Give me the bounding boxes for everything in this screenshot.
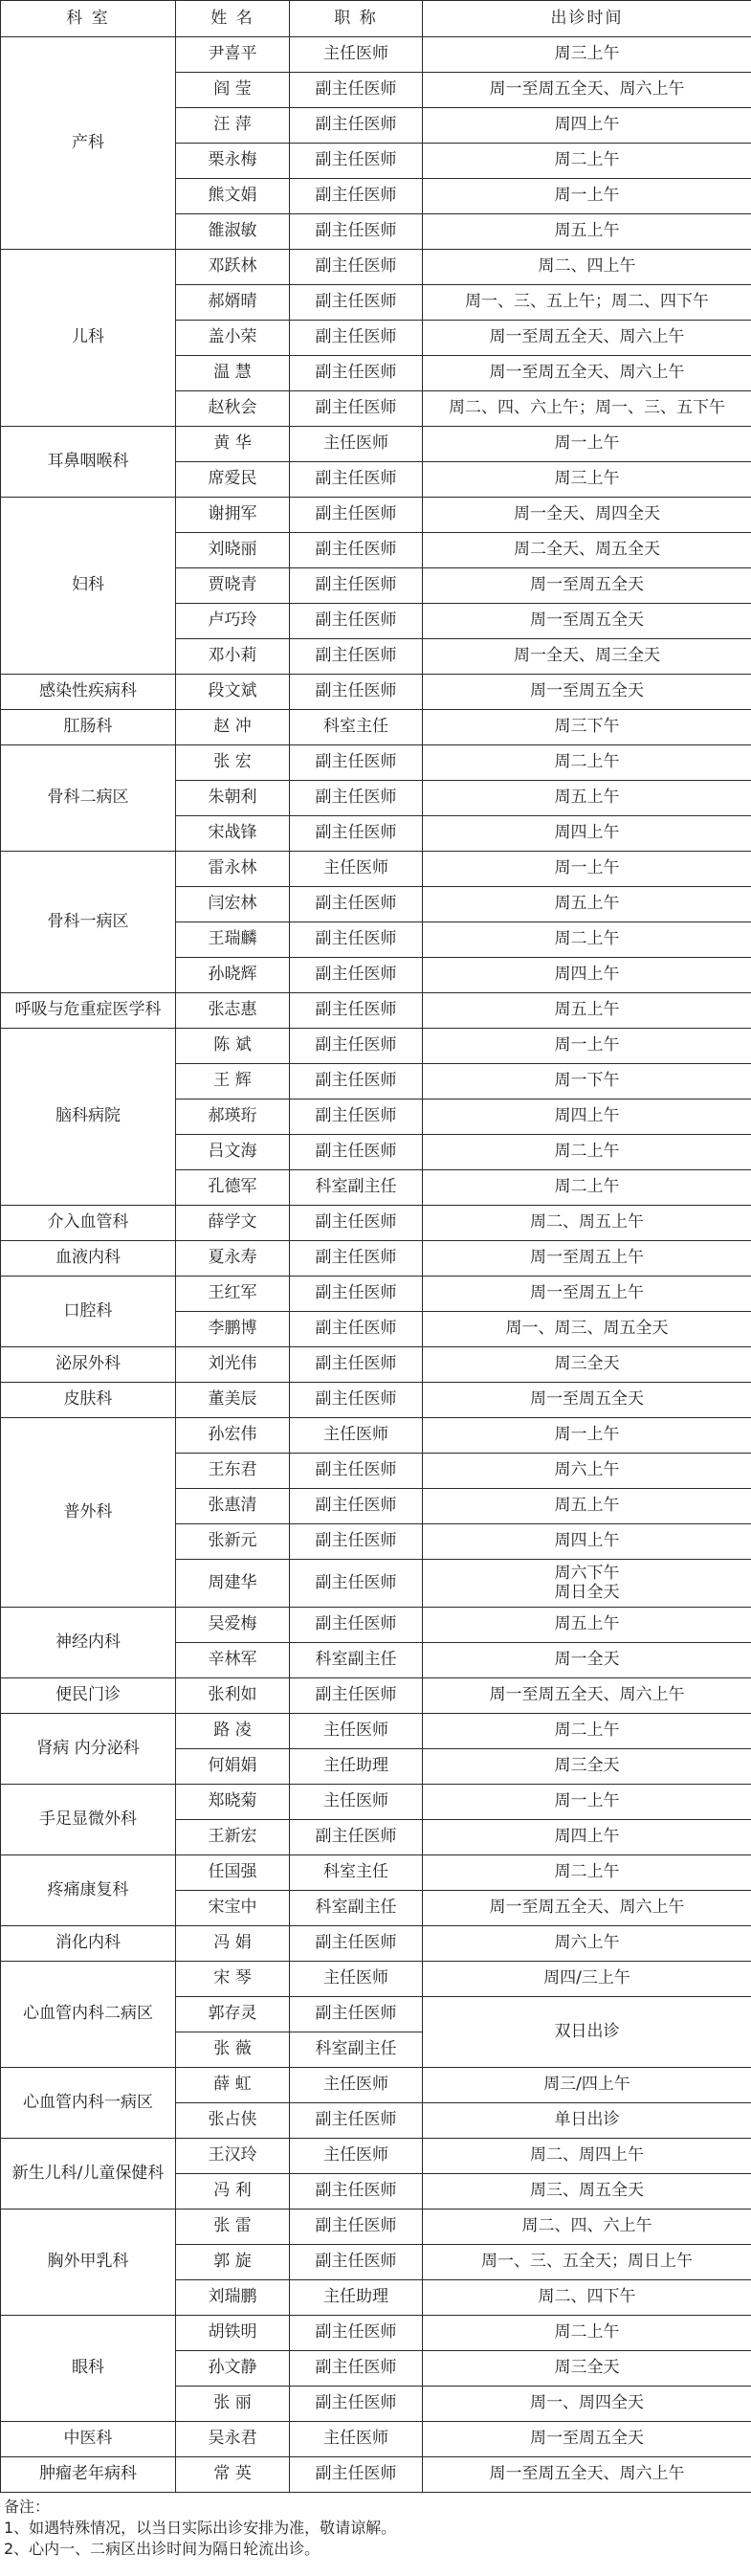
dept-cell: 骨科二病区 bbox=[1, 745, 176, 852]
doctor-title-cell: 副主任医师 bbox=[290, 1241, 423, 1277]
clinic-time-cell: 周二上午 bbox=[423, 144, 751, 179]
table-row bbox=[1, 2139, 751, 2174]
dept-cell: 口腔科 bbox=[1, 1277, 176, 1347]
clinic-time-cell: 周一至周五全天 bbox=[423, 604, 751, 639]
clinic-time-cell: 周二上午 bbox=[423, 745, 751, 781]
table-row bbox=[1, 745, 751, 781]
doctor-title-cell: 主任助理 bbox=[290, 1749, 423, 1785]
dept-cell: 手足显微外科 bbox=[1, 1785, 176, 1855]
doctor-title-cell: 副主任医师 bbox=[290, 214, 423, 250]
table-row bbox=[1, 1678, 751, 1714]
doctor-name-cell: 张利如 bbox=[176, 1678, 290, 1714]
table-row bbox=[1, 2422, 751, 2457]
doctor-title-cell: 副主任医师 bbox=[290, 1029, 423, 1064]
doctor-name-cell: 吴爱梅 bbox=[176, 1608, 290, 1643]
clinic-time-cell: 周一上午 bbox=[423, 1785, 751, 1820]
doctor-name-cell: 朱朝利 bbox=[176, 781, 290, 816]
doctor-name-cell: 尹喜平 bbox=[176, 37, 290, 73]
table-row bbox=[1, 427, 751, 462]
dept-cell: 胸外甲乳科 bbox=[1, 2210, 176, 2316]
table-row bbox=[1, 710, 751, 745]
dept-cell: 中医科 bbox=[1, 2422, 176, 2457]
clinic-time-cell: 周二、四上午 bbox=[423, 250, 751, 285]
doctor-name-cell: 孙宏伟 bbox=[176, 1418, 290, 1454]
doctor-name-cell: 邓跃林 bbox=[176, 250, 290, 285]
clinic-time-cell: 周三全天 bbox=[423, 1749, 751, 1785]
doctor-name-cell: 路 凌 bbox=[176, 1714, 290, 1749]
doctor-title-cell: 科室主任 bbox=[290, 710, 423, 745]
clinic-time-cell: 周六下午 周日全天 bbox=[423, 1560, 751, 1608]
doctor-name-cell: 刘瑞鹏 bbox=[176, 2280, 290, 2316]
clinic-time-cell: 周一至周五全天、周六上午 bbox=[423, 2457, 751, 2493]
doctor-title-cell: 副主任医师 bbox=[290, 2174, 423, 2210]
clinic-time-cell: 周三上午 bbox=[423, 462, 751, 498]
table-row bbox=[1, 250, 751, 285]
table-row bbox=[1, 498, 751, 533]
doctor-name-cell: 张新元 bbox=[176, 1524, 290, 1560]
doctor-name-cell: 吕文海 bbox=[176, 1135, 290, 1170]
doctor-name-cell: 王瑞麟 bbox=[176, 922, 290, 958]
doctor-title-cell: 副主任医师 bbox=[290, 1524, 423, 1560]
clinic-time-cell: 周三下午 bbox=[423, 710, 751, 745]
clinic-time-cell: 周一上午 bbox=[423, 852, 751, 887]
doctor-name-cell: 雷永林 bbox=[176, 852, 290, 887]
table-body bbox=[1, 37, 751, 2493]
doctor-name-cell: 孙晓辉 bbox=[176, 958, 290, 993]
doctor-name-cell: 段文斌 bbox=[176, 675, 290, 710]
clinic-time-cell: 周三/四上午 bbox=[423, 2068, 751, 2103]
clinic-time-cell: 周二上午 bbox=[423, 2316, 751, 2351]
doctor-name-cell: 席爱民 bbox=[176, 462, 290, 498]
doctor-title-cell: 副主任医师 bbox=[290, 1926, 423, 1962]
doctor-name-cell: 刘光伟 bbox=[176, 1347, 290, 1383]
clinic-time-cell: 周一全天 bbox=[423, 1643, 751, 1678]
dept-cell: 消化内科 bbox=[1, 1926, 176, 1962]
doctor-title-cell: 科室主任 bbox=[290, 1855, 423, 1891]
doctor-title-cell: 副主任医师 bbox=[290, 1206, 423, 1241]
doctor-name-cell: 栗永梅 bbox=[176, 144, 290, 179]
clinic-time-cell: 周三全天 bbox=[423, 1347, 751, 1383]
clinic-time-cell: 周六上午 bbox=[423, 1454, 751, 1489]
doctor-title-cell: 副主任医师 bbox=[290, 639, 423, 675]
clinic-time-cell: 周四/三上午 bbox=[423, 1962, 751, 1997]
doctor-title-cell: 副主任医师 bbox=[290, 781, 423, 816]
doctor-name-cell: 宋宝中 bbox=[176, 1891, 290, 1926]
clinic-time-cell: 周六上午 bbox=[423, 1926, 751, 1962]
doctor-title-cell: 副主任医师 bbox=[290, 2210, 423, 2245]
header-dept: 科 室 bbox=[1, 1, 176, 37]
table-row bbox=[1, 2457, 751, 2493]
note-line: 1、如遇特殊情况，以当日实际出诊安排为准，敬请谅解。 bbox=[4, 2519, 397, 2537]
doctor-title-cell: 主任助理 bbox=[290, 2280, 423, 2316]
doctor-name-cell: 张占侠 bbox=[176, 2103, 290, 2139]
doctor-title-cell: 主任医师 bbox=[290, 1962, 423, 1997]
doctor-name-cell: 吴永君 bbox=[176, 2422, 290, 2457]
dept-cell: 血液内科 bbox=[1, 1241, 176, 1277]
header-title: 职 称 bbox=[290, 1, 423, 37]
doctor-title-cell: 副主任医师 bbox=[290, 250, 423, 285]
doctor-title-cell: 副主任医师 bbox=[290, 2316, 423, 2351]
clinic-time-cell: 周一至周五全天、周六上午 bbox=[423, 73, 751, 108]
clinic-time-cell: 周三全天 bbox=[423, 2351, 751, 2387]
clinic-time-cell: 周二、周四上午 bbox=[423, 2139, 751, 2174]
clinic-time-cell: 周一全天、周三全天 bbox=[423, 639, 751, 675]
dept-cell: 肾病 内分泌科 bbox=[1, 1714, 176, 1785]
doctor-name-cell: 赵 冲 bbox=[176, 710, 290, 745]
doctor-name-cell: 宋战锋 bbox=[176, 816, 290, 852]
clinic-time-cell: 周五上午 bbox=[423, 1608, 751, 1643]
table-row bbox=[1, 1785, 751, 1820]
doctor-title-cell: 主任医师 bbox=[290, 2422, 423, 2457]
doctor-name-cell: 闫宏林 bbox=[176, 887, 290, 922]
clinic-time-cell: 周一下午 bbox=[423, 1064, 751, 1099]
note-line: 2、心内一、二病区出诊时间为隔日轮流出诊。 bbox=[4, 2540, 320, 2558]
clinic-time-cell: 双日出诊 bbox=[423, 1997, 751, 2068]
doctor-title-cell: 副主任医师 bbox=[290, 1997, 423, 2032]
doctor-title-cell: 副主任医师 bbox=[290, 1064, 423, 1099]
clinic-time-cell: 周一至周五全天 bbox=[423, 2422, 751, 2457]
clinic-time-cell: 周一全天、周四全天 bbox=[423, 498, 751, 533]
table-row bbox=[1, 1241, 751, 1277]
doctor-name-cell: 王东君 bbox=[176, 1454, 290, 1489]
clinic-time-cell: 周四上午 bbox=[423, 816, 751, 852]
doctor-title-cell: 主任医师 bbox=[290, 1714, 423, 1749]
clinic-time-cell: 周一至周五全天、周六上午 bbox=[423, 321, 751, 356]
doctor-name-cell: 郝瑛珩 bbox=[176, 1099, 290, 1135]
clinic-time-cell: 周二上午 bbox=[423, 1135, 751, 1170]
clinic-time-cell: 周四上午 bbox=[423, 108, 751, 144]
doctor-name-cell: 郭存灵 bbox=[176, 1997, 290, 2032]
doctor-title-cell: 副主任医师 bbox=[290, 922, 423, 958]
doctor-name-cell: 盖小荣 bbox=[176, 321, 290, 356]
doctor-name-cell: 王汉玲 bbox=[176, 2139, 290, 2174]
doctor-name-cell: 张 宏 bbox=[176, 745, 290, 781]
doctor-title-cell: 主任医师 bbox=[290, 427, 423, 462]
doctor-name-cell: 郝婿晴 bbox=[176, 285, 290, 321]
clinic-time-cell: 周五上午 bbox=[423, 214, 751, 250]
doctor-name-cell: 张志惠 bbox=[176, 993, 290, 1029]
dept-cell: 神经内科 bbox=[1, 1608, 176, 1678]
dept-cell: 儿科 bbox=[1, 250, 176, 427]
table-row bbox=[1, 2210, 751, 2245]
doctor-title-cell: 副主任医师 bbox=[290, 958, 423, 993]
doctor-title-cell: 主任医师 bbox=[290, 1418, 423, 1454]
doctor-name-cell: 冯 娟 bbox=[176, 1926, 290, 1962]
doctor-title-cell: 副主任医师 bbox=[290, 179, 423, 214]
doctor-title-cell: 科室副主任 bbox=[290, 2032, 423, 2068]
doctor-title-cell: 副主任医师 bbox=[290, 391, 423, 427]
clinic-time-cell: 周四上午 bbox=[423, 1524, 751, 1560]
dept-cell: 疼痛康复科 bbox=[1, 1855, 176, 1926]
clinic-time-cell: 周一、三、五全天；周日上午 bbox=[423, 2245, 751, 2280]
clinic-time-cell: 周五上午 bbox=[423, 781, 751, 816]
doctor-name-cell: 常 英 bbox=[176, 2457, 290, 2493]
doctor-title-cell: 副主任医师 bbox=[290, 1678, 423, 1714]
clinic-time-cell: 周五上午 bbox=[423, 887, 751, 922]
doctor-name-cell: 张 丽 bbox=[176, 2387, 290, 2422]
doctor-title-cell: 副主任医师 bbox=[290, 816, 423, 852]
clinic-time-cell: 周二、四下午 bbox=[423, 2280, 751, 2316]
doctor-title-cell: 副主任医师 bbox=[290, 498, 423, 533]
clinic-time-cell: 周二、四、六上午；周一、三、五下午 bbox=[423, 391, 751, 427]
table-row bbox=[1, 1714, 751, 1749]
doctor-title-cell: 副主任医师 bbox=[290, 1489, 423, 1524]
doctor-name-cell: 任国强 bbox=[176, 1855, 290, 1891]
doctor-name-cell: 薛学文 bbox=[176, 1206, 290, 1241]
clinic-time-cell: 周一上午 bbox=[423, 1418, 751, 1454]
doctor-title-cell: 主任医师 bbox=[290, 2139, 423, 2174]
doctor-name-cell: 黄 华 bbox=[176, 427, 290, 462]
doctor-name-cell: 董美辰 bbox=[176, 1383, 290, 1418]
doctor-title-cell: 副主任医师 bbox=[290, 675, 423, 710]
doctor-title-cell: 副主任医师 bbox=[290, 2103, 423, 2139]
doctor-name-cell: 郭 旋 bbox=[176, 2245, 290, 2280]
dept-cell: 新生儿科/儿童保健科 bbox=[1, 2139, 176, 2210]
doctor-title-cell: 副主任医师 bbox=[290, 2351, 423, 2387]
notes-heading: 备注： bbox=[4, 2498, 51, 2516]
table-row bbox=[1, 1029, 751, 1064]
doctor-title-cell: 副主任医师 bbox=[290, 108, 423, 144]
doctor-name-cell: 何娟娟 bbox=[176, 1749, 290, 1785]
doctor-title-cell: 副主任医师 bbox=[290, 462, 423, 498]
doctor-name-cell: 宋 琴 bbox=[176, 1962, 290, 1997]
table-row bbox=[1, 1855, 751, 1891]
doctor-name-cell: 张 雷 bbox=[176, 2210, 290, 2245]
doctor-title-cell: 科室副主任 bbox=[290, 1170, 423, 1206]
table-row bbox=[1, 993, 751, 1029]
clinic-time-cell: 周二上午 bbox=[423, 1714, 751, 1749]
doctor-name-cell: 李鹏博 bbox=[176, 1312, 290, 1347]
dept-cell: 心血管内科二病区 bbox=[1, 1962, 176, 2068]
doctor-title-cell: 副主任医师 bbox=[290, 1383, 423, 1418]
doctor-name-cell: 辛林军 bbox=[176, 1643, 290, 1678]
doctor-name-cell: 陈 斌 bbox=[176, 1029, 290, 1064]
clinic-time-cell: 单日出诊 bbox=[423, 2103, 751, 2139]
doctor-title-cell: 副主任医师 bbox=[290, 2387, 423, 2422]
clinic-time-cell: 周三上午 bbox=[423, 37, 751, 73]
clinic-time-cell: 周五上午 bbox=[423, 1489, 751, 1524]
doctor-name-cell: 张惠清 bbox=[176, 1489, 290, 1524]
clinic-time-cell: 周五上午 bbox=[423, 993, 751, 1029]
clinic-time-cell: 周四上午 bbox=[423, 1820, 751, 1855]
clinic-time-cell: 周三、周五全天 bbox=[423, 2174, 751, 2210]
clinic-time-cell: 周一上午 bbox=[423, 427, 751, 462]
dept-cell: 心血管内科一病区 bbox=[1, 2068, 176, 2139]
table-row bbox=[1, 1418, 751, 1454]
doctor-title-cell: 副主任医师 bbox=[290, 1454, 423, 1489]
clinic-time-cell: 周一至周五全天 bbox=[423, 568, 751, 604]
clinic-time-cell: 周一、周三、周五全天 bbox=[423, 1312, 751, 1347]
clinic-time-cell: 周一至周五全天 bbox=[423, 1383, 751, 1418]
clinic-time-cell: 周二、周五上午 bbox=[423, 1206, 751, 1241]
clinic-time-cell: 周一、三、五上午；周二、四下午 bbox=[423, 285, 751, 321]
doctor-title-cell: 副主任医师 bbox=[290, 887, 423, 922]
dept-cell: 感染性疾病科 bbox=[1, 675, 176, 710]
clinic-time-cell: 周一至周五上午 bbox=[423, 1241, 751, 1277]
doctor-title-cell: 副主任医师 bbox=[290, 1312, 423, 1347]
dept-cell: 皮肤科 bbox=[1, 1383, 176, 1418]
doctor-title-cell: 主任医师 bbox=[290, 37, 423, 73]
table-row bbox=[1, 1277, 751, 1312]
clinic-time-cell: 周二全天、周五全天 bbox=[423, 533, 751, 568]
header-name: 姓 名 bbox=[176, 1, 290, 37]
doctor-name-cell: 赵秋会 bbox=[176, 391, 290, 427]
dept-cell: 眼科 bbox=[1, 2316, 176, 2422]
clinic-time-cell: 周二上午 bbox=[423, 1855, 751, 1891]
table-row bbox=[1, 1347, 751, 1383]
table-row bbox=[1, 2068, 751, 2103]
dept-cell: 普外科 bbox=[1, 1418, 176, 1608]
dept-cell: 便民门诊 bbox=[1, 1678, 176, 1714]
doctor-name-cell: 王红军 bbox=[176, 1277, 290, 1312]
dept-cell: 肿瘤老年病科 bbox=[1, 2457, 176, 2493]
doctor-title-cell: 副主任医师 bbox=[290, 285, 423, 321]
doctor-title-cell: 科室副主任 bbox=[290, 1643, 423, 1678]
doctor-title-cell: 副主任医师 bbox=[290, 144, 423, 179]
doctor-name-cell: 阎 莹 bbox=[176, 73, 290, 108]
doctor-name-cell: 卢巧玲 bbox=[176, 604, 290, 639]
doctor-title-cell: 副主任医师 bbox=[290, 1820, 423, 1855]
dept-cell: 脑科病院 bbox=[1, 1029, 176, 1206]
doctor-title-cell: 副主任医师 bbox=[290, 568, 423, 604]
doctor-name-cell: 雒淑敏 bbox=[176, 214, 290, 250]
table-row bbox=[1, 2316, 751, 2351]
table-row bbox=[1, 852, 751, 887]
doctor-name-cell: 贾晓青 bbox=[176, 568, 290, 604]
dept-cell: 骨科一病区 bbox=[1, 852, 176, 993]
dept-cell: 肛肠科 bbox=[1, 710, 176, 745]
clinic-time-cell: 周一至周五全天、周六上午 bbox=[423, 356, 751, 391]
doctor-name-cell: 张 薇 bbox=[176, 2032, 290, 2068]
doctor-title-cell: 副主任医师 bbox=[290, 321, 423, 356]
doctor-title-cell: 副主任医师 bbox=[290, 604, 423, 639]
doctor-name-cell: 孔德军 bbox=[176, 1170, 290, 1206]
doctor-name-cell: 周建华 bbox=[176, 1560, 290, 1608]
clinic-time-cell: 周一至周五上午 bbox=[423, 1277, 751, 1312]
doctor-title-cell: 副主任医师 bbox=[290, 533, 423, 568]
table-row bbox=[1, 1608, 751, 1643]
doctor-name-cell: 王新宏 bbox=[176, 1820, 290, 1855]
doctor-title-cell: 副主任医师 bbox=[290, 1099, 423, 1135]
doctor-title-cell: 副主任医师 bbox=[290, 1560, 423, 1608]
dept-cell: 呼吸与危重症医学科 bbox=[1, 993, 176, 1029]
doctor-name-cell: 薛 虹 bbox=[176, 2068, 290, 2103]
doctor-title-cell: 副主任医师 bbox=[290, 745, 423, 781]
doctor-name-cell: 冯 利 bbox=[176, 2174, 290, 2210]
clinic-time-cell: 周二上午 bbox=[423, 1170, 751, 1206]
table-row bbox=[1, 1926, 751, 1962]
doctor-name-cell: 郑晓菊 bbox=[176, 1785, 290, 1820]
dept-cell: 产科 bbox=[1, 37, 176, 250]
clinic-time-cell: 周一、周四全天 bbox=[423, 2387, 751, 2422]
doctor-name-cell: 胡铁明 bbox=[176, 2316, 290, 2351]
table-row bbox=[1, 1962, 751, 1997]
doctor-title-cell: 主任医师 bbox=[290, 2068, 423, 2103]
table-header-row bbox=[1, 1, 751, 37]
dept-cell: 介入血管科 bbox=[1, 1206, 176, 1241]
notes-section bbox=[0, 2493, 751, 2560]
clinic-time-cell: 周一上午 bbox=[423, 1029, 751, 1064]
doctor-name-cell: 邓小莉 bbox=[176, 639, 290, 675]
doctor-title-cell: 副主任医师 bbox=[290, 1277, 423, 1312]
clinic-time-cell: 周二、四、六上午 bbox=[423, 2210, 751, 2245]
dept-cell: 妇科 bbox=[1, 498, 176, 675]
table-row bbox=[1, 37, 751, 73]
doctor-title-cell: 副主任医师 bbox=[290, 993, 423, 1029]
doctor-title-cell: 主任医师 bbox=[290, 852, 423, 887]
doctor-title-cell: 主任医师 bbox=[290, 1785, 423, 1820]
doctor-name-cell: 汪 萍 bbox=[176, 108, 290, 144]
doctor-name-cell: 刘晓丽 bbox=[176, 533, 290, 568]
doctor-title-cell: 副主任医师 bbox=[290, 2245, 423, 2280]
table-row bbox=[1, 1383, 751, 1418]
clinic-time-cell: 周一至周五全天、周六上午 bbox=[423, 1678, 751, 1714]
doctor-name-cell: 王 辉 bbox=[176, 1064, 290, 1099]
doctor-title-cell: 科室副主任 bbox=[290, 1891, 423, 1926]
doctor-title-cell: 副主任医师 bbox=[290, 1135, 423, 1170]
doctor-title-cell: 副主任医师 bbox=[290, 356, 423, 391]
clinic-time-cell: 周二上午 bbox=[423, 922, 751, 958]
doctor-title-cell: 副主任医师 bbox=[290, 1608, 423, 1643]
doctor-title-cell: 副主任医师 bbox=[290, 2457, 423, 2493]
doctor-name-cell: 夏永寿 bbox=[176, 1241, 290, 1277]
dept-cell: 耳鼻咽喉科 bbox=[1, 427, 176, 498]
clinic-time-cell: 周四上午 bbox=[423, 958, 751, 993]
dept-cell: 泌尿外科 bbox=[1, 1347, 176, 1383]
doctor-name-cell: 熊文娟 bbox=[176, 179, 290, 214]
doctor-title-cell: 副主任医师 bbox=[290, 1347, 423, 1383]
doctor-name-cell: 谢拥军 bbox=[176, 498, 290, 533]
doctor-title-cell: 副主任医师 bbox=[290, 73, 423, 108]
clinic-time-cell: 周一上午 bbox=[423, 179, 751, 214]
doctor-name-cell: 孙文静 bbox=[176, 2351, 290, 2387]
table-row bbox=[1, 1206, 751, 1241]
doctor-name-cell: 温 慧 bbox=[176, 356, 290, 391]
clinic-time-cell: 周一至周五全天 bbox=[423, 675, 751, 710]
clinic-time-cell: 周一至周五全天、周六上午 bbox=[423, 1891, 751, 1926]
clinic-time-cell: 周四上午 bbox=[423, 1099, 751, 1135]
header-time: 出诊时间 bbox=[423, 1, 751, 37]
table-row bbox=[1, 675, 751, 710]
